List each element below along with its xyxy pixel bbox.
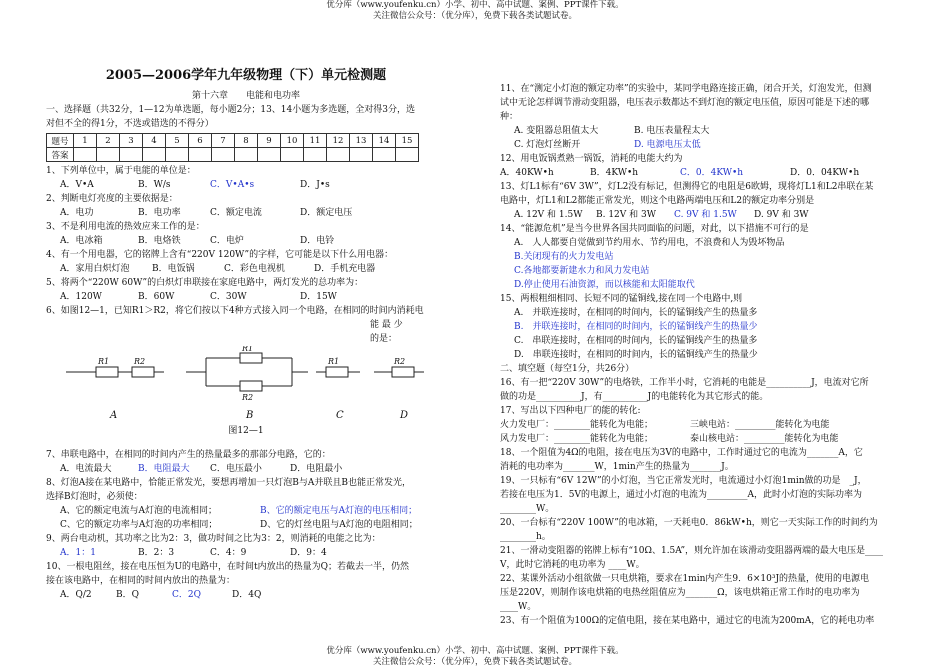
option: B．2：3 [138,548,175,558]
label-r2: R2 [394,357,406,366]
answer-cell[interactable] [120,148,143,162]
exam-title: 2005—2006学年九年级物理（下）单元检测题 [105,68,387,83]
option: C.各地都要新建水力和风力发电站 [514,266,650,276]
q3-stem: 3、不是利用电流的热效应来工作的是： [46,222,205,232]
option: D．电阻最小 [290,464,343,474]
option: D．电铃 [300,236,335,246]
label-b: B [246,410,254,421]
answer-cell[interactable] [74,148,97,162]
q18-line1: 18、一个阻值为4Ω的电阻，接在电压为3V的电路中，工作时通过它的电流为_______A，它 [500,448,863,458]
option: D.停止使用石油资源，而以核能和太阳能取代 [514,280,695,290]
q12-options [500,166,908,180]
q21-line1: 21、一滑动变阻器的铭牌上标有“10Ω、1.5A”，则允许加在该滑动变阻器两端的最大电压是____ [500,546,884,556]
label-a: A [110,410,118,421]
resistor-r1 [240,353,262,363]
answer-cell[interactable] [258,148,281,162]
table-cell: 14 [373,134,396,148]
answer-cell[interactable] [327,148,350,162]
label-r2: R2 [134,357,146,366]
option: D．J•s [300,180,330,190]
q5-stem: 5、将两个“220W 60W”的白炽灯串联接在家庭电路中，两灯发光的总功率为： [46,278,364,288]
table-cell: 3 [120,134,143,148]
option: D．手机充电器 [314,264,376,274]
table-cell: 答案 [47,148,74,162]
table-cell: 6 [189,134,212,148]
fill-item: 风力发电厂：________能转化为电能； [500,434,654,444]
option: B．电烙铁 [138,236,181,246]
right-column [500,82,908,628]
q19-line3: ________W。 [500,504,555,514]
option: B．4KW•h [590,168,639,178]
option: D、它的灯丝电阻与A灯泡的电阻相同； [260,520,418,530]
q11-line3: 种： [500,112,519,122]
q22-line1: 22、某课外活动小组欲做一只电烘箱，要求在1min内产生9．6×10³J的热量，使用的电源电 [500,574,870,584]
label-d: D [400,410,409,421]
option: A．电冰箱 [60,236,103,246]
answer-cell[interactable] [143,148,166,162]
answer-cell[interactable] [373,148,396,162]
q2-stem: 2、判断电灯亮度的主要依据是： [46,194,178,204]
answer-cell[interactable] [189,148,212,162]
fill-item: 泰山核电站：_________能转化为电能 [690,434,839,444]
q15-stem: 15、两根粗细相同、长短不同的锰铜线,接在同一个电路中,则 [500,294,743,304]
option: C．4：9 [210,548,247,558]
q1-options [46,178,446,192]
q11-options-row2 [500,138,908,152]
q9-options [46,546,446,560]
answer-cell[interactable] [304,148,327,162]
table-cell: 7 [212,134,235,148]
table-cell: 9 [258,134,281,148]
table-cell: 2 [97,134,120,148]
label-r1: R1 [242,346,254,353]
option: B、它的额定电压与A灯泡的电压相同； [260,506,418,516]
option: D．4Q [232,590,262,600]
label-r2: R2 [242,393,254,402]
answer-cell[interactable] [166,148,189,162]
q11-line1: 11、在“测定小灯泡的额定功率”的实验中，某同学电路连接正确，闭合开关，灯泡发光，但测 [500,84,872,94]
label-r1: R1 [328,357,340,366]
q3-options [46,234,446,248]
resistor-r1 [96,367,118,377]
option: C．额定电流 [210,208,262,218]
table-cell: 1 [74,134,97,148]
figure-caption: 图12—1 [228,426,264,436]
table-cell: 8 [235,134,258,148]
resistor-r2 [240,381,262,391]
q13-line2: 电路中，灯L1和L2都能正常发光，则这个电路两端电压和L2的额定功率分别是 [500,196,815,206]
q7-stem: 7、串联电路中，在相同的时间内产生的热量最多的那部分电路，它的： [46,450,331,460]
table-cell: 11 [304,134,327,148]
section1-line2: 对但不全的得1分，不选或错选的不得分） [46,119,214,129]
q13-line1: 13、灯L1标有“6V 3W”，灯L2没有标记，但测得它的电阻是6欧姆，现将灯L1和L2串联在某 [500,182,874,192]
resistor-r1 [326,367,348,377]
option: B. 电压表量程太大 [634,126,710,136]
option: D. 串联连接时，在相同的时间内，长的锰铜线产生的热量少 [514,350,758,360]
q12-stem: 12、用电饭锅煮熟一锅饭，消耗的电能大约为 [500,154,683,164]
q14-stem: 14、“能源危机”是当今世界各国共同面临的问题，对此，以下措施不可行的是 [500,224,809,234]
q10-line2: 接在该电路中，在相同的时间内放出的热量为： [46,576,236,586]
q1-stem: 1、下列单位中，属于电能的单位是： [46,166,196,176]
q20-line1: 20、一台标有“220V 100W”的电冰箱，一天耗电0．86kW•h，则它一天实际工作的时间约为 [500,518,878,528]
table-cell: 题号 [47,134,74,148]
option: C．V•A•s [210,180,255,190]
table-cell: 13 [350,134,373,148]
answer-cell[interactable] [97,148,120,162]
answer-table-header-row [47,134,419,148]
option: C. 串联连接时，在相同的时间内，长的锰铜线产生的热量多 [514,336,758,346]
q5-options [46,290,446,304]
table-cell: 12 [327,134,350,148]
q22-line2: 压是220V，则制作该电烘箱的电热丝阻值应为_______Ω，该电烘箱正常工作时的电功率为 [500,588,860,598]
table-cell: 5 [166,134,189,148]
q10-line1: 10、一根电阻丝，接在电压恒为U的电路中，在时间t内放出的热量为Q；若截去一半，仍然 [46,562,410,572]
option: A. 人人都要自觉做到节约用水、节约用电，不浪费和人为毁坏物品 [514,238,785,248]
option: A. 12V 和 1.5W [514,210,583,220]
q4-stem: 4、有一个用电器，它的铭牌上含有“220V 120W”的字样，它可能是以下什么用电器： [46,250,394,260]
q8-line2: 选择B灯泡时，必须使： [46,492,143,502]
option: A．40KW•h [500,168,554,178]
option: C. 9V 和 1.5W [674,210,737,220]
answer-cell[interactable] [235,148,258,162]
fill-item: 三峡电站：_________能转化为电能 [690,420,830,430]
label-r1: R1 [98,357,110,366]
option: D．15W [300,292,337,302]
page-header [0,0,950,22]
q17-stem: 17、写出以下四种电厂的能的转化: [500,406,641,416]
option: A. 并联连接时，在相同的时间内，长的锰铜线产生的热量多 [514,308,758,318]
option: B．电功率 [138,208,181,218]
answer-cell[interactable] [350,148,373,162]
q11-line2: 试中无论怎样调节滑动变阻器，电压表示数都达不到灯泡的额定电压值，原因可能是下述的哪 [500,98,870,108]
resistor-r2 [392,367,414,377]
q19-line2: 若接在电压为1．5V的电源上，通过小灯泡的电流为_________A，此时小灯泡的实际功率为 [500,490,862,500]
option: B．Q [116,590,139,600]
q8-line1: 8、灯泡A接在某电路中，恰能正常发光，要想再增加一只灯泡B与A并联且B也能正常发光， [46,478,411,488]
option: A. 变阻器总阻值太大 [514,126,599,136]
option: D．9：4 [290,548,327,558]
option: D．0．04KW•h [790,168,860,178]
option: A．电功 [60,208,94,218]
option: B. 并联连接时，在相同的时间内，长的锰铜线产生的热量少 [514,322,758,332]
q19-line1: 19、一只标有“6V 12W”的小灯泡，当它正常发光时，电流通过小灯泡1min做的功是 _J， [500,476,867,486]
answer-cell[interactable] [212,148,235,162]
q11-options-row1 [500,124,908,138]
option: B．W/s [138,180,171,190]
q6-line1: 6、如图12—1，已知R1＞R2，将它们按以下4种方式接入同一个电路，在相同的时间内消耗电 [46,306,424,316]
table-cell: 10 [281,134,304,148]
q17-row1 [500,418,908,432]
table-cell: 15 [396,134,419,148]
answer-table [46,133,419,162]
footer-line-1: 优分库（www.youfenku.cn）小学、初中、高中试题、案例、PPT课件下载。 [326,646,624,656]
circuit-diagram [46,346,446,424]
option: C．2Q [172,590,201,600]
q18-line2: 消耗的电功率为_______W，1min产生的热量为_______J。 [500,462,734,472]
option: A．电流最大 [60,464,112,474]
fill-item: 火力发电厂：________能转化为电能； [500,420,654,430]
option: D. 9V 和 3W [754,210,809,220]
option: C．电压最小 [210,464,262,474]
q16-line1: 16、有一把“220V 30W”的电烙铁，工作半小时，它消耗的电能是__________J，电流对它所 [500,378,869,388]
option: A．V•A [60,180,94,190]
option: B. 12V 和 3W [596,210,656,220]
footer-line-2: 关注微信公众号：（优分库），免费下载各类试题试卷。 [372,657,577,667]
answer-table-answer-row [47,148,419,162]
resistor-r2 [132,367,154,377]
q23-line1: 23、有一个阻值为100Ω的定值电阻，接在某电路中，通过它的电流为200mA，它的耗电功率 [500,616,875,626]
option: C．电炉 [210,236,244,246]
option: A、它的额定电流与A灯泡的电流相同； [60,506,217,516]
option: A．Q/2 [60,590,92,600]
q8-options-row2 [46,518,446,532]
chapter-title: 第十六章 电能和电功率 [191,91,300,101]
q21-line2: V，此时它消耗的电功率为 ____W。 [500,560,645,570]
q17-row2 [500,432,908,446]
option: B.关闭现有的火力发电站 [514,252,614,262]
option: A．家用白炽灯泡 [60,264,130,274]
q2-options [46,206,446,220]
option: C、它的额定功率与A灯泡的功率相同； [60,520,218,530]
header-line-1: 优分库（www.youfenku.cn）小学、初中、高中试题、案例、PPT课件下载。 [326,0,624,10]
section2-title: 二、填空题（每空1分，共26分） [500,364,635,374]
label-c: C [336,410,344,421]
q16-line2: 做的功是__________J，有__________J的电能转化为其它形式的能。 [500,392,769,402]
option: D. 电源电压太低 [634,140,701,150]
option: C．彩色电视机 [224,264,285,274]
option: C．30W [210,292,247,302]
header-line-2: 关注微信公众号：（优分库），免费下载各类试题试卷。 [372,11,577,21]
table-cell: 4 [143,134,166,148]
section1-line1: 一、选择题（共32分，1—12为单选题，每小题2分；13、14小题为多选题，全对得3分，选 [46,105,415,115]
option: B．60W [138,292,175,302]
q20-line2: ________h。 [500,532,551,542]
q8-options-row1 [46,504,446,518]
option: A．1：1 [60,548,96,558]
q6-line3: 的是： [370,334,398,344]
q22-line3: ____W。 [500,602,537,612]
option: A．120W [60,292,102,302]
option: B．电阻最大 [138,464,190,474]
option: D．额定电压 [300,208,353,218]
page-footer [0,646,950,668]
answer-cell[interactable] [281,148,304,162]
q9-stem: 9、两台电动机，其功率之比为2：3，做功时间之比为3：2，则消耗的电能之比为： [46,534,381,544]
q4-options [46,262,446,276]
q7-options [46,462,446,476]
q10-options [46,588,446,602]
left-column [46,64,446,602]
q6-line2: 能 最 少 [370,320,403,330]
option: C. 灯泡灯丝断开 [514,140,581,150]
option: B．电饭锅 [152,264,195,274]
option: C．0．4KW•h [680,168,744,178]
q13-options [500,208,908,222]
answer-cell[interactable] [396,148,419,162]
